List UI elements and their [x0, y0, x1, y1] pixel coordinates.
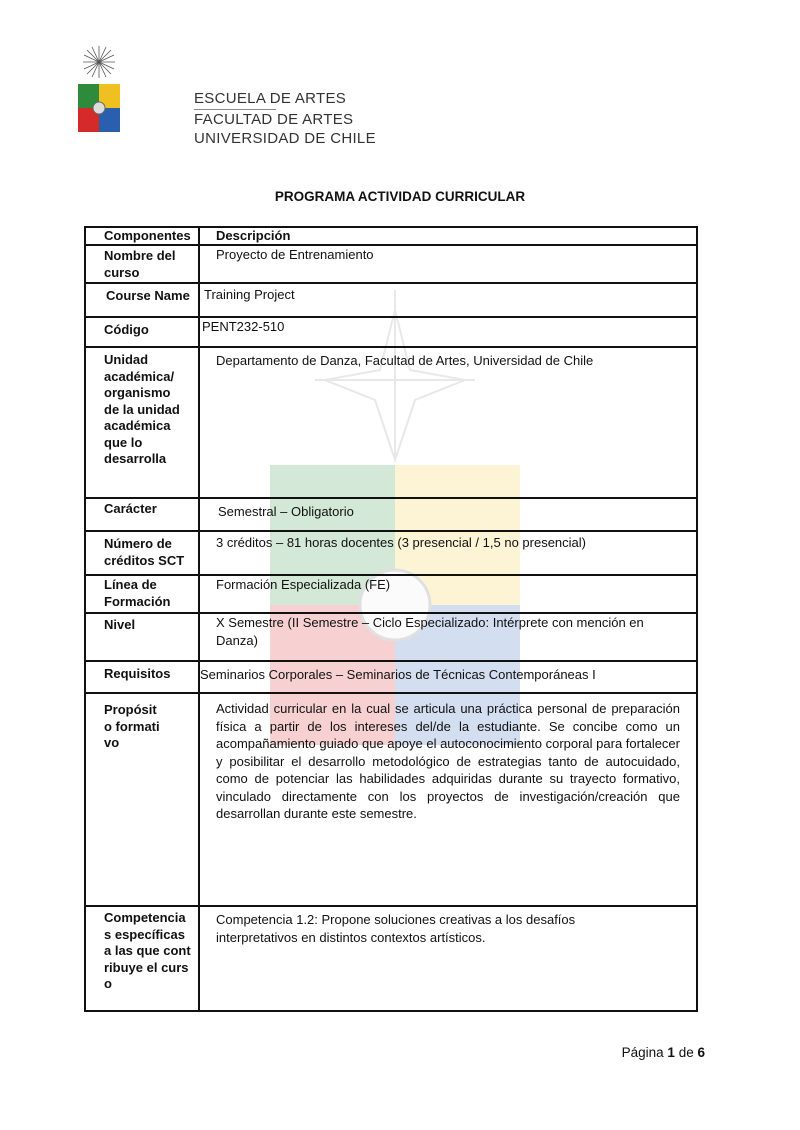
page-number: [622, 1045, 705, 1060]
table-row: [84, 282, 698, 316]
row-label: Course Name: [106, 288, 190, 303]
row-value: Semestral – Obligatorio: [218, 504, 354, 519]
row-value: 3 créditos – 81 horas docentes (3 presencial / 1,5 no presencial): [216, 535, 586, 550]
table-row: [84, 612, 698, 660]
crest-icon: [74, 44, 124, 136]
row-value: Seminarios Corporales – Seminarios de Técnicas Contemporáneas I: [200, 667, 596, 682]
current-page: 1: [667, 1045, 675, 1060]
table-row: [84, 574, 698, 612]
page-sep: de: [678, 1045, 694, 1060]
header-descripcion: Descripción: [216, 228, 291, 243]
row-value: Competencia 1.2: Propone soluciones creativas a los desafíos interpretativos en distintos contextos artísticos.: [216, 912, 576, 945]
row-label: Línea de Formación: [104, 577, 171, 609]
row-label: Requisitos: [104, 666, 171, 681]
row-value: Departamento de Danza, Facultad de Artes, Universidad de Chile: [216, 353, 594, 368]
university-logo: [74, 44, 376, 147]
logo-line-universidad: UNIVERSIDAD DE CHILE: [194, 130, 376, 147]
row-label: Competencias específicas a las que contribuye el curso: [104, 910, 191, 991]
table-row: [84, 316, 698, 346]
row-value: Training Project: [204, 287, 295, 302]
row-value: X Semestre (II Semestre – Ciclo Especializado: Intérprete con mención en Danza): [216, 615, 644, 648]
table-header-row: [84, 226, 698, 244]
logo-line-facultad: FACULTAD DE ARTES: [194, 111, 354, 128]
logo-line-escuela: ESCUELA DE ARTES: [194, 90, 347, 107]
row-label: Nombre del curso: [104, 248, 176, 280]
row-label: Propósito formativo: [104, 702, 160, 750]
row-label: Nivel: [104, 617, 136, 632]
row-value: Actividad curricular en la cual se articula una práctica personal de preparación física a partir de los intereses del/de la estudiante. Se concibe como un acompañamiento guiado que apoye el autoconocimiento corporal para fortalecer y posibilitar el desarrollo metodológico de estrategias tanto de autocuidado, como de potenciar las habilidades adquiridas durante su trayecto formativo, vinculado directamente con los proyectos de investigación/creación que desarrollan durante este semestre.: [216, 701, 680, 821]
row-label: Carácter: [104, 501, 157, 516]
row-value: Proyecto de Entrenamiento: [216, 247, 374, 262]
row-value: PENT232-510: [202, 319, 285, 334]
table-row: [84, 692, 698, 905]
row-label: Número de créditos SCT: [104, 536, 185, 568]
table-row: [84, 530, 698, 574]
total-pages: 6: [697, 1045, 705, 1060]
page-label: Página: [621, 1045, 664, 1060]
table-row: [84, 660, 698, 692]
page-title: PROGRAMA ACTIVIDAD CURRICULAR: [274, 189, 526, 204]
table-row: [84, 346, 698, 497]
table-row: [84, 497, 698, 530]
table-row: [84, 905, 698, 1012]
table-row: [84, 244, 698, 282]
row-label: Código: [104, 322, 149, 337]
header-componentes: Componentes: [104, 228, 191, 243]
row-label: Unidad académica/ organismo de la unidad académica que lo desarrolla: [104, 352, 180, 466]
row-value: Formación Especializada (FE): [216, 577, 391, 592]
